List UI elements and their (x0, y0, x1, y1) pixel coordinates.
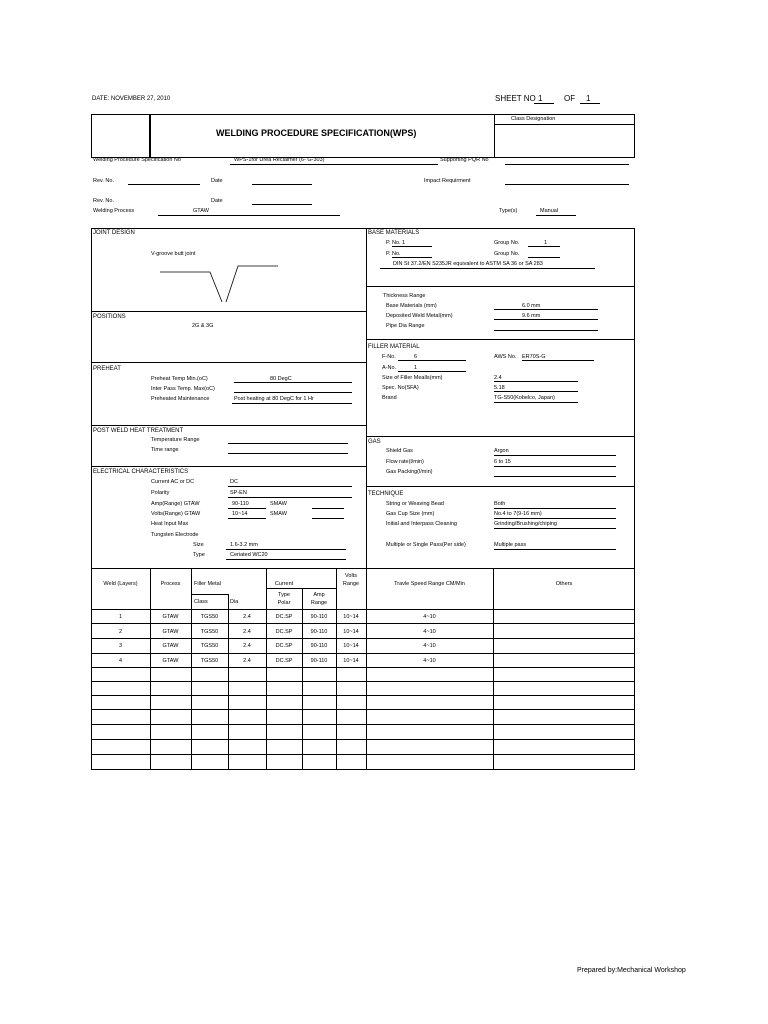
brand-label: Brand (382, 395, 397, 401)
cell-amp: 90-110 (310, 658, 328, 664)
types-value: Manual (540, 208, 559, 214)
rev-no-2-label: Rev. No. (93, 198, 114, 204)
cell-volts: 10~14 (343, 629, 359, 635)
spec-no-label: Spec. No(SFA) (382, 385, 419, 391)
polarity-label: Polarity (151, 490, 170, 496)
cell-volts: 10~14 (343, 658, 359, 664)
pass-value: Multiple pass (494, 542, 527, 548)
cell-speed: 4~10 (423, 614, 436, 620)
base-materials-heading: BASE MATERIALS (368, 230, 420, 236)
preheat-heading: PREHEAT (93, 366, 121, 372)
group-no-2-label: Group No. (494, 251, 520, 257)
cell-speed: 4~10 (423, 629, 436, 635)
p-no-2-label: P. No. (386, 251, 401, 257)
heat-input-label: Heat Input Max (151, 521, 189, 527)
cell-amp: 90-110 (310, 614, 328, 620)
of-number: 1 (586, 94, 591, 103)
electrode-size-label: Size (193, 542, 204, 548)
electrode-type-value: Ceriated WC20 (230, 552, 268, 558)
welding-process-value: GTAW (193, 208, 209, 214)
gas-packing-label: Gas Packing(l/min) (386, 469, 433, 475)
cell-class: TGS50 (200, 614, 219, 620)
electrical-heading: ELECTRICAL CHARACTERISTICS (93, 469, 189, 475)
sheet-number: 1 (538, 94, 543, 103)
cell-volts: 10~14 (343, 614, 359, 620)
aws-no-value: ER70S-G (522, 354, 546, 360)
current-value: DC (230, 479, 238, 485)
base-material-spec: DIN St 37.2/EN S235JR equivalent to ASTM SA 36 or SA 283 (393, 261, 543, 267)
joint-design-text: V-groove butt joint (151, 251, 196, 257)
cell-polar: DC.SP (275, 614, 293, 620)
prepared-by: Prepared by:Mechanical Workshop (577, 967, 686, 974)
current-label: Current AC or DC (151, 479, 195, 485)
filler-material-heading: FILLER MATERIAL (368, 344, 420, 350)
volts-smaw-label: SMAW (270, 511, 287, 517)
a-no-label: A-No. (382, 365, 397, 371)
shield-gas-value: Argon (494, 448, 509, 454)
preheat-maintenance-label: Preheated Maintenance (151, 396, 210, 402)
wps-value: WPS-1for Urea Reclaimer (6- G-303) (234, 157, 325, 163)
header-volts: Volts (345, 573, 357, 579)
header-type: Type (278, 592, 290, 598)
header-amp-range: Range (310, 600, 328, 606)
pass-label: Multiple or Single Pass(Per side) (386, 542, 466, 548)
preheat-min-value: 80 DegC (270, 376, 292, 382)
volts-range-value: 10~14 (232, 511, 248, 517)
group-no-label: Group No. (494, 240, 520, 246)
amp-range-label: Amp(Range) GTAW (151, 501, 200, 507)
electrode-type-label: Type (193, 552, 205, 558)
cell-layer: 1 (118, 614, 123, 620)
sheet-label: SHEET NO (495, 94, 536, 103)
p-no-value: 1 (402, 240, 406, 246)
cell-dia: 2.4 (243, 614, 251, 620)
date-label: Date (211, 178, 223, 184)
document-date: DATE: NOVEMBER 27, 2010 (92, 96, 171, 102)
cell-volts: 10~14 (343, 643, 359, 649)
cell-process: GTAW (162, 629, 179, 635)
wps-label: Welding Procedure Specification No (93, 157, 181, 163)
cell-class: TGS50 (200, 643, 219, 649)
flow-rate-value: 6 to 15 (494, 459, 511, 465)
cell-amp: 90-110 (310, 643, 328, 649)
cell-layer: 2 (118, 629, 123, 635)
interpass-label: Inter Pass Temp. Max(oC) (151, 386, 215, 392)
gas-cup-value: No.4 to 7(9-16 mm) (494, 511, 542, 517)
cell-dia: 2.4 (243, 658, 251, 664)
f-no-label: F-No. (382, 354, 396, 360)
gas-cup-label: Gas Cup Size (mm) (386, 511, 435, 517)
joint-design-heading: JOINT DESIGN (93, 230, 135, 236)
filler-size-label: Size of Filler Mealls(mm) (382, 375, 443, 381)
cell-polar: DC.SP (275, 629, 293, 635)
rev-no-label: Rev. No. (93, 178, 114, 184)
of-label: OF (564, 94, 576, 103)
base-materials-mm-label: Base Materials (mm) (386, 303, 437, 309)
thickness-range-heading: Thickness Range (383, 293, 426, 299)
cell-polar: DC.SP (275, 643, 293, 649)
cell-process: GTAW (162, 658, 179, 664)
welding-process-label: Welding Process (93, 208, 135, 214)
pwht-time-label: Time range (151, 447, 179, 453)
amp-smaw-label: SMAW (270, 501, 287, 507)
gas-heading: GAS (368, 439, 381, 445)
aws-no-label: AWS No. (494, 354, 517, 360)
date-2-label: Date (211, 198, 223, 204)
pwht-heading: POST WELD HEAT TREATMENT (93, 428, 184, 434)
preheat-maintenance-value: Post heating at 80 DegC for 1 Hr (234, 396, 314, 402)
a-no-value: 1 (414, 365, 418, 371)
v-groove-joint-diagram (150, 260, 290, 305)
deposited-weld-label: Deposited Weld Metal(mm) (386, 313, 453, 319)
pwht-temp-label: Temperature Range (151, 437, 200, 443)
electrode-size-value: 1.6-3.2 mm (230, 542, 258, 548)
header-volts-range: Range (342, 581, 360, 587)
deposited-weld-value: 9.6 mm (522, 313, 541, 319)
impact-label: Impact Requirment (424, 178, 471, 184)
preheat-min-label: Preheat Temp Min.(oC) (151, 376, 208, 382)
types-label: Type(s) (499, 208, 518, 214)
group-no-value: 1 (544, 240, 548, 246)
cleaning-label: Initial and Interpass Cleaning (386, 521, 457, 527)
bead-label: String or Weaving Bead (386, 501, 444, 507)
bead-value: Both (494, 501, 506, 507)
volts-range-label: Volts(Range) GTAW (151, 511, 201, 517)
positions-heading: POSITIONS (93, 314, 126, 320)
filler-size-value: 2.4 (494, 375, 502, 381)
cell-class: TGS50 (200, 629, 219, 635)
brand-value: TG-S50(Kobelco, Japan) (494, 395, 555, 401)
cell-process: GTAW (162, 614, 179, 620)
pipe-dia-label: Pipe Dia Range (386, 323, 425, 329)
cell-process: GTAW (162, 643, 179, 649)
polarity-value: SP-EN (230, 490, 247, 496)
tungsten-electrode-label: Tungsten Electrode (151, 532, 199, 538)
cell-speed: 4~10 (423, 658, 436, 664)
spec-no-value: 5.18 (494, 385, 505, 391)
cell-polar: DC.SP (275, 658, 293, 664)
p-no-label: P. No. (386, 240, 401, 246)
amp-range-value: 90-110 (232, 501, 249, 507)
cell-speed: 4~10 (423, 643, 436, 649)
header-travel-speed: Travle Speed Range CM/Min (394, 581, 465, 587)
cell-amp: 90-110 (310, 629, 328, 635)
f-no-value: 6 (414, 354, 418, 360)
cleaning-value: Grinding/Brushing/chiping (494, 521, 557, 527)
cell-layer: 4 (118, 658, 123, 664)
pqr-label: Supporting PQR No (440, 157, 489, 163)
positions-value: 2G & 3G (192, 323, 214, 329)
class-designation-label: Class Designation (511, 116, 556, 122)
header-process: Process (160, 581, 181, 587)
technique-heading: TECHNIQUE (368, 491, 404, 497)
header-polar: Polar (277, 600, 291, 606)
header-weld-layers: Weld (Layers) (103, 581, 138, 587)
header-dia: Dia (230, 599, 239, 605)
header-current: Current (274, 581, 294, 587)
header-others: Others (555, 581, 573, 587)
flow-rate-label: Flow rate(l/min) (386, 459, 424, 465)
shield-gas-label: Shield Gas (386, 448, 413, 454)
cell-layer: 3 (118, 643, 123, 649)
page-title: WELDING PROCEDURE SPECIFICATION(WPS) (216, 128, 417, 138)
cell-dia: 2.4 (243, 643, 251, 649)
base-materials-mm-value: 6.0 mm (522, 303, 541, 309)
cell-class: TGS50 (200, 658, 219, 664)
header-amp: Amp (313, 592, 325, 598)
header-filler-metal: Filler Metal (194, 581, 221, 587)
cell-dia: 2.4 (243, 629, 251, 635)
header-class: Class (194, 599, 208, 605)
